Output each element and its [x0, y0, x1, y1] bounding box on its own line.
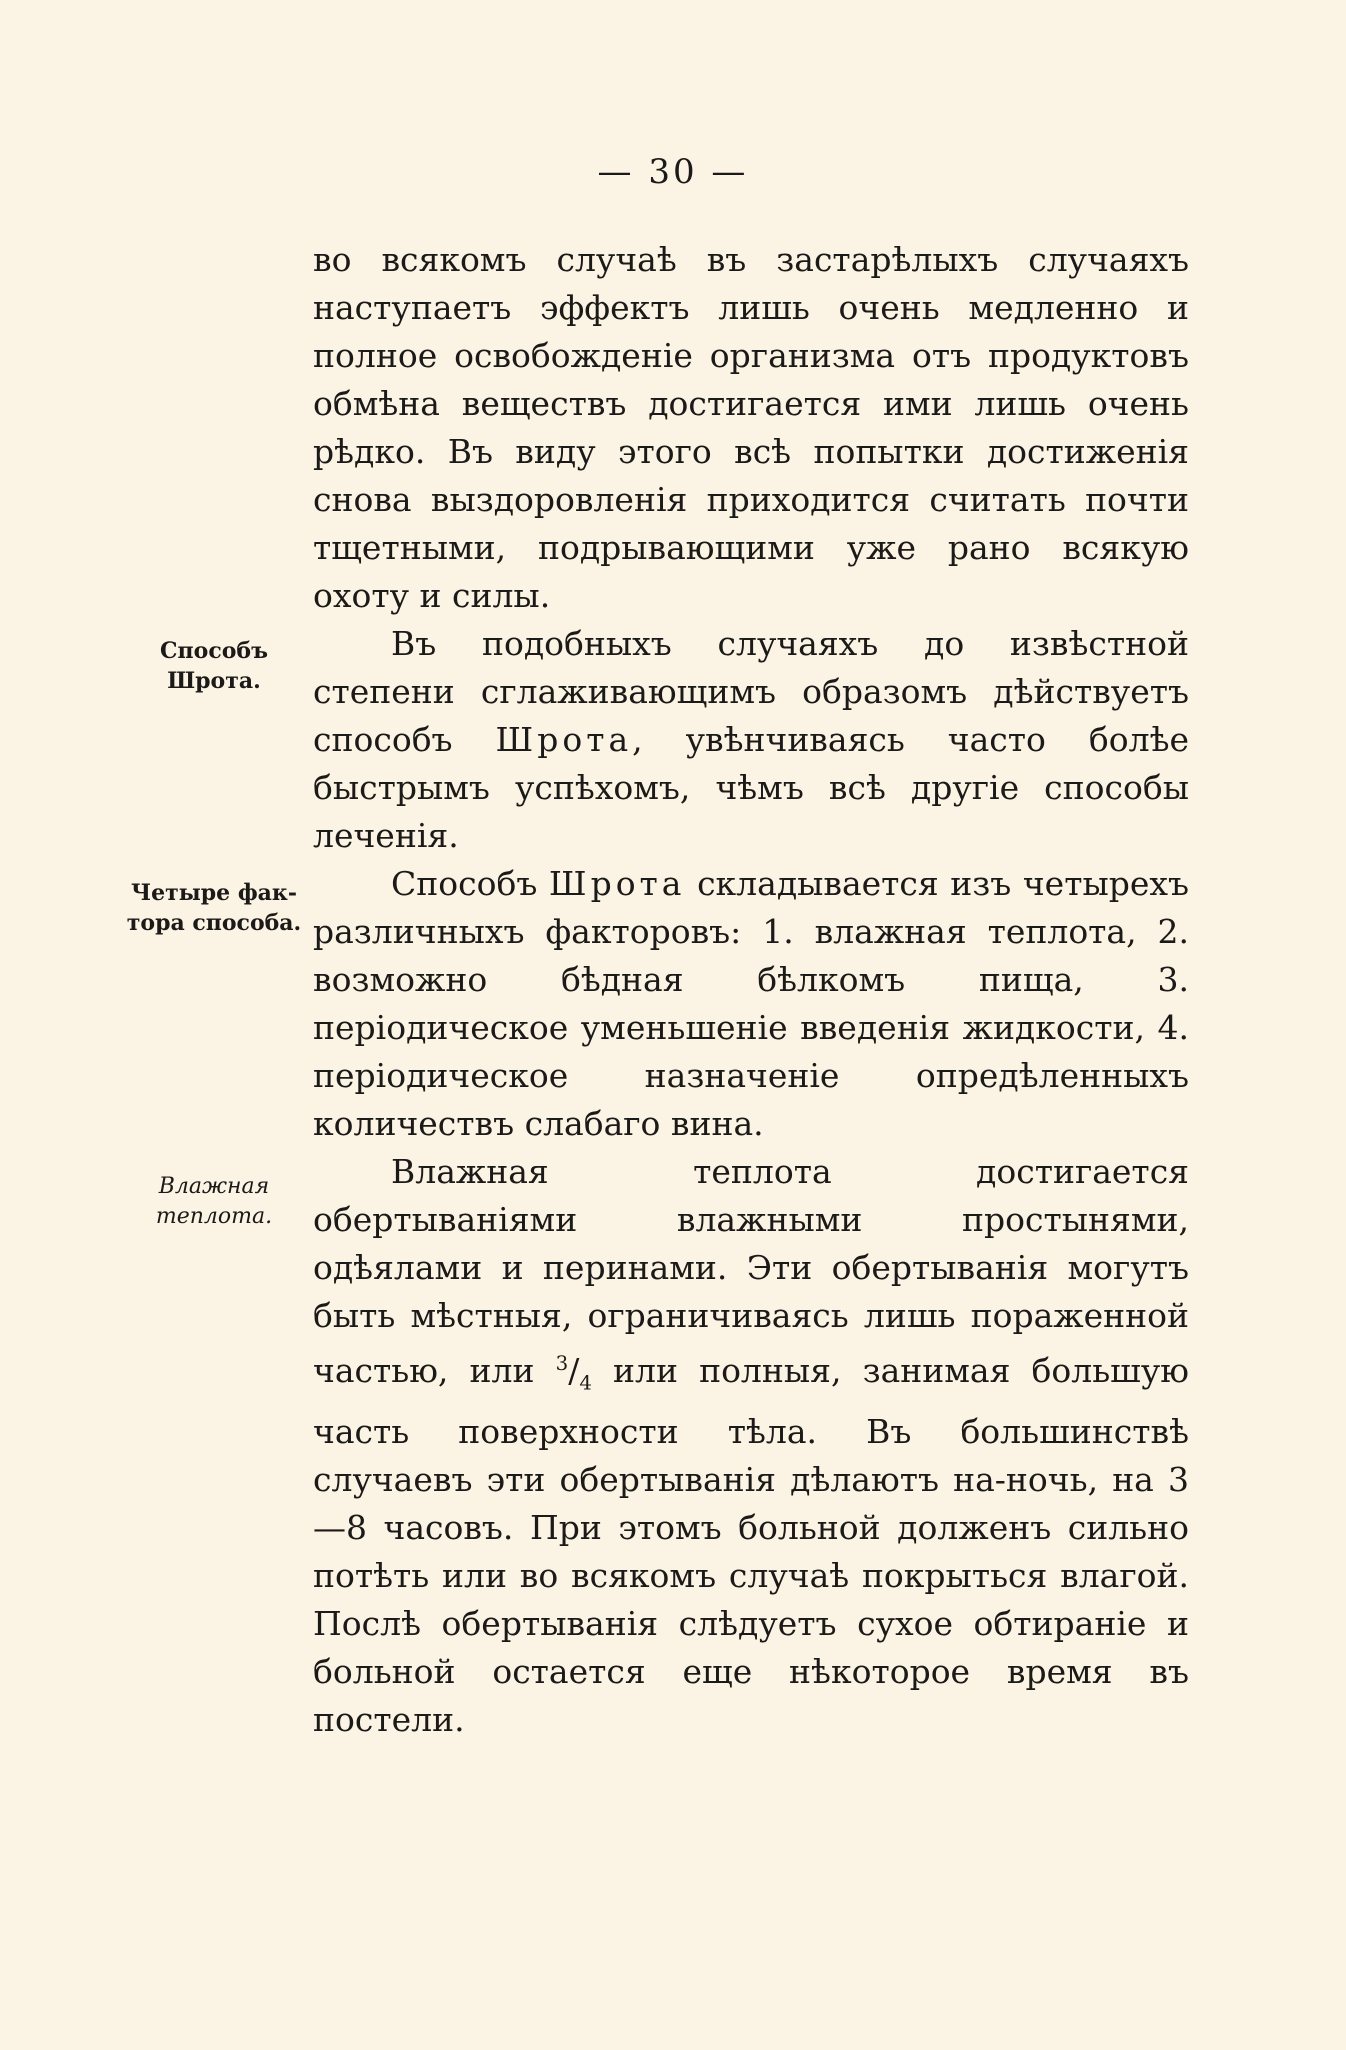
margin-note-line: Способъ	[160, 638, 268, 664]
margin-note-line: теплота.	[155, 1204, 273, 1229]
text-run: складывается изъ четырехъ различныхъ факторовъ: 1. влажная теплота, 2. возможно бѣдная бѣлкомъ пища, 3. періодическое уменьшеніе введенія жидкости, 4. періодическое назначеніе опредѣленныхъ количествъ слабаго вина.	[313, 864, 1189, 1143]
paragraph-2	[313, 620, 1189, 860]
text-run: Способъ	[391, 864, 549, 903]
fraction-numerator: 3	[555, 1352, 569, 1375]
margin-note-line: Влажная	[158, 1174, 270, 1199]
text-run: Въ подобныхъ случаяхъ до извѣстной степени сглаживающимъ образомъ дѣйствуетъ способъ	[313, 624, 1189, 759]
text-run: или полныя, занимая большую часть поверхности тѣла. Въ большинствѣ случаевъ эти обертыванія дѣлаютъ на-ночь, на 3—8 часовъ. При этомъ больной долженъ сильно потѣть или во всякомъ случаѣ покрыться влагой. Послѣ обертыванія слѣдуетъ сухое обтираніе и больной остается еще нѣкоторое время въ постели.	[313, 1351, 1189, 1739]
margin-note-four-factors	[118, 878, 310, 938]
paragraph-1: во всякомъ случаѣ въ застарѣлыхъ случаяхъ наступаетъ эффектъ лишь очень медленно и полное освобожденіе организма отъ продуктовъ обмѣна веществъ достигается ими лишь очень рѣдко. Въ виду этого всѣ попытки достиженія снова выздоровленія приходится считать почти тщетными, подрывающими уже рано всякую охоту и силы.	[313, 240, 1189, 615]
body-text	[313, 236, 1189, 1744]
margin-note-line: Четыре фак-	[131, 880, 297, 906]
author-name: Шрота	[548, 864, 686, 903]
text-run: , увѣнчиваясь часто болѣе быстрымъ успѣхомъ, чѣмъ всѣ другіе способы леченія.	[313, 720, 1190, 855]
margin-note-schroth-method	[130, 636, 298, 696]
author-name: Шрота	[495, 720, 633, 759]
paragraph-3	[313, 860, 1189, 1148]
page-number: — 30 —	[597, 152, 749, 192]
margin-note-line: Шрота.	[167, 668, 261, 694]
fraction-denominator: 4	[579, 1371, 592, 1395]
paragraph-4: Влажная теплота достигается обертываніями влажными простынями, одѣялами и перинами. Эти обертыванія могутъ быть мѣстныя, ограничиваясь лишь пораженной частью, или $^3/_4$ или полныя, занимая большую часть поверхности тѣла. Въ большинствѣ случаевъ эти обертыванія дѣлаютъ на-ночь, на 3—8 часовъ. При этомъ больной долженъ сильно потѣть или во всякомъ случаѣ покрыться влагой. Послѣ обертыванія слѣдуетъ сухое обтираніе и больной остается еще нѣкоторое время въ постели.	[313, 1152, 1189, 1739]
margin-note-moist-heat	[130, 1172, 298, 1232]
margin-note-line: тора способа.	[126, 910, 302, 936]
text-run: Влажная теплота достигается обертываніями влажными простынями, одѣялами и перинами. Эти обертыванія могутъ быть мѣстныя, ограничиваясь лишь пораженной частью, или	[313, 1152, 1189, 1390]
